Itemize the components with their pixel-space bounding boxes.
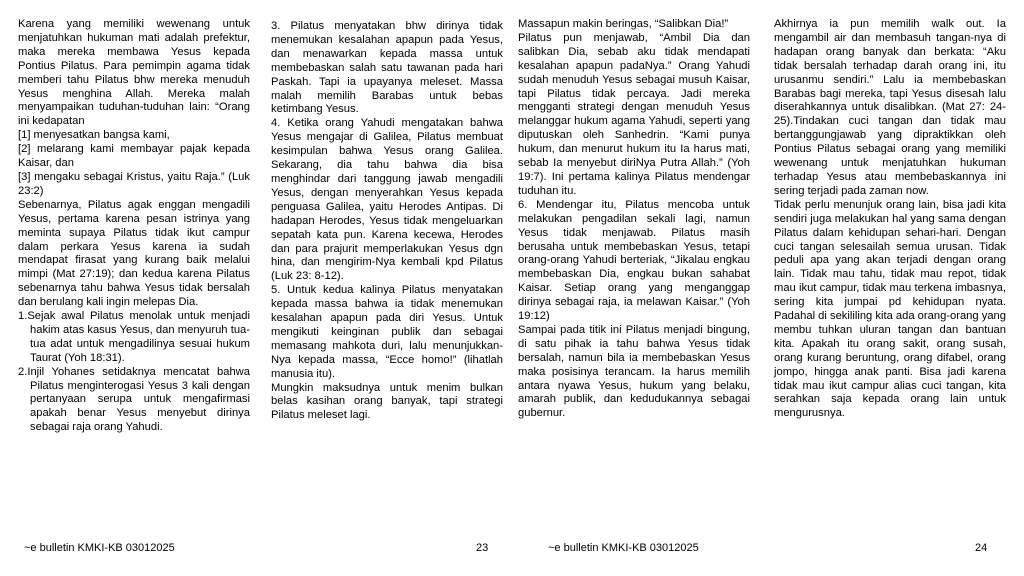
page-number-right: 24 [975,542,988,554]
column-2 [271,20,503,423]
paragraph: Mungkin maksudnya untuk menim bulkan belas kasihan orang banyak, tapi strategi Pilatus meleset lagi. [271,381,503,422]
column-4 [774,18,1006,421]
paragraph: [1] menyesatkan bangsa kami, [18,129,170,142]
page-number-left: 23 [476,542,489,554]
paragraph: Sampai pada titik ini Pilatus menjadi bingung, di satu pihak ia tahu bahwa Yesus tidak bersalah, namun bila ia membebaskan Yesus maka posisinya terancam. Ia harus memilih antara nyawa Yesus, hukum yang belaku, amarah publik, dan kedudukannya sebagai gubernur. [518,323,750,420]
list-item: 1.Sejak awal Pilatus menolak untuk menjadi hakim atas kasus Yesus, dan menyuruh tua-tua adat untuk mengadilinya sesuai hukum Taurat (Yoh 18:31). [18,310,250,364]
paragraph: Pilatus pun menjawab, “Ambil Dia dan salibkan Dia, sebab aku tidak mendapati kesalahan apapun padaNya.” Orang Yahudi sudah menuduh Yesus sebagai musuh Kaisar, tapi Pilatus tidak percaya. Jadi mereka mengganti strategi dengan menuduh Yesus melanggar hukum agama Yahudi, seperti yang diputuskan oleh Sanhedrin. “Kami punya hukum, dan menurut hukum itu Ia harus mati, sebab Ia menyebut diriNya Putra Allah.” (Yoh 19:7). Ini pertama kalinya Pilatus mendengar tuduhan itu. [518,31,750,197]
paragraph: 3. Pilatus menyatakan bhw dirinya tidak menemukan kesalahan apapun pada Yesus, dan menawarkan kepada massa untuk membebaskan salah satu tawanan pada hari Paskah. Tapi ia upayanya meleset. Massa malah memilih Barabas untuk bebas ketimbang Yesus. [271,20,503,116]
column-1 [18,18,250,435]
paragraph: Tidak perlu menunjuk orang lain, bisa jadi kita sendiri juga melakukan hal yang sama dengan Pilatus dalam kehidupan sehari-hari. Dengan cuci tangan selesailah semua urusan. Tidak peduli apa yang akan terjadi dengan orang lain. Tidak mau tahu, tidak mau repot, tidak mau ikut campur, tidak mau terkena imbasnya, sering kita jumpai pd kehidupan nyata. Padahal di sekililing kita ada orang-orang yang membu tuhkan uluran tangan dan bantuan kita. Apakah itu orang sakit, orang susah, orang kurang beruntung, orang difabel, orang jompo, hingga anak panti. Bisa jadi karena tidak mau ikut campur alias cuci tangan, kita serahkan saja kepada orang lain untuk mengurusnya. [774,198,1006,420]
paragraph: Akhirnya ia pun memilih walk out. Ia mengambil air dan membasuh tangan-nya di hadapan orang banyak dan berkata: “Aku tidak bersalah terhadap darah orang ini, itu urusanmu sendiri.” Lalu ia membebaskan Barabas bagi mereka, tapi Yesus disesah lalu diserahkannya untuk disalibkan. (Mat 27: 24-25).Tindakan cuci tangan dan tidak mau bertanggungjawab yang dipraktikkan oleh Pontius Pilatus sebagai orang yang memiliki wewenang untuk menjatuhkan hukuman terhadap Yesus atau membebaskannya ini sering terjadi pada zaman now. [774,18,1006,197]
paragraph: [3] mengaku sebagai Kristus, yaitu Raja.” (Luk 23:2) [18,170,250,197]
paragraph: Massapun makin beringas, “Salibkan Dia!” [518,18,729,30]
footer-left-label: ~e bulletin KMKI-KB 03012025 [24,542,175,554]
paragraph: 5. Untuk kedua kalinya Pilatus menyatakan kepada massa bahwa ia tidak menemukan kesalahan apapun pada diri Yesus. Untuk mengikuti keinginan publik dan sebagai memasang mahkota duri, lalu menunjukkan-Nya kepada massa, “Ecce homo!” (lihatlah manusia itu). [271,284,503,380]
footer-right-label: ~e bulletin KMKI-KB 03012025 [548,542,699,554]
paragraph: 6. Mendengar itu, Pilatus mencoba untuk melakukan pengadilan sekali lagi, namun Yesus tidak menjawab. Pilatus masih berusaha untuk membebaskan Yesus, tetapi orang-orang Yahudi berteriak, “Jikalau engkau membebaskan Dia, engkau bukan sahabat Kaisar. Setiap orang yang menganggap dirinya sebagai raja, ia melawan Kaisar.” (Yoh 19:12) [518,198,750,323]
paragraph: Sebenarnya, Pilatus agak enggan mengadili Yesus, pertama karena pesan istrinya yang meminta supaya Pilatus tidak ikut campur dalam perkara Yesus karena ia sudah mendapat firasat yang kurang baik melalui mimpi (Mat 27:19); dan kedua karena Pilatus sebenarnya tahu bahwa Yesus tidak bersalah dan berulang kali ingin melepas Dia. [18,198,250,309]
column-3 [518,18,750,421]
paragraph: Karena yang memiliki wewenang untuk menjatuhkan hukuman mati adalah prefektur, maka mereka membawa Yesus kepada Pontius Pilatus. Para pemimpin agama tidak memberi tahu Pilatus bhw mereka menuduh Yesus menghina Allah. Mereka malah menyampaikan tuduhan-tuduhan lain: “Orang ini kedapatan [18,18,250,128]
paragraph: 4. Ketika orang Yahudi mengatakan bahwa Yesus mengajar di Galilea, Pilatus membuat kesimpulan bahwa Yesus orang Galilea. Sekarang, dia tahu bahwa dia bisa menghindar dari tanggung jawab mengadili Yesus, dengan menyerahkan Yesus kepada penguasa Galilea, yaitu Herodes Antipas. Di hadapan Herodes, Yesus tidak mengeluarkan sepatah kata pun. Karena kecewa, Herodes dan para prajurit memperlakukan Yesus dgn hina, dan mengirim-Nya kembali kpd Pilatus (Luk 23: 8-12). [271,117,503,283]
paragraph: [2] melarang kami membayar pajak kepada Kaisar, dan [18,143,250,170]
list-item: 2.Injil Yohanes setidaknya mencatat bahwa Pilatus menginterogasi Yesus 3 kali dengan pertanyaan serupa untuk mengafirmasi apakah benar Yesus menyebut dirinya sebagai raja orang Yahudi. [18,365,250,434]
